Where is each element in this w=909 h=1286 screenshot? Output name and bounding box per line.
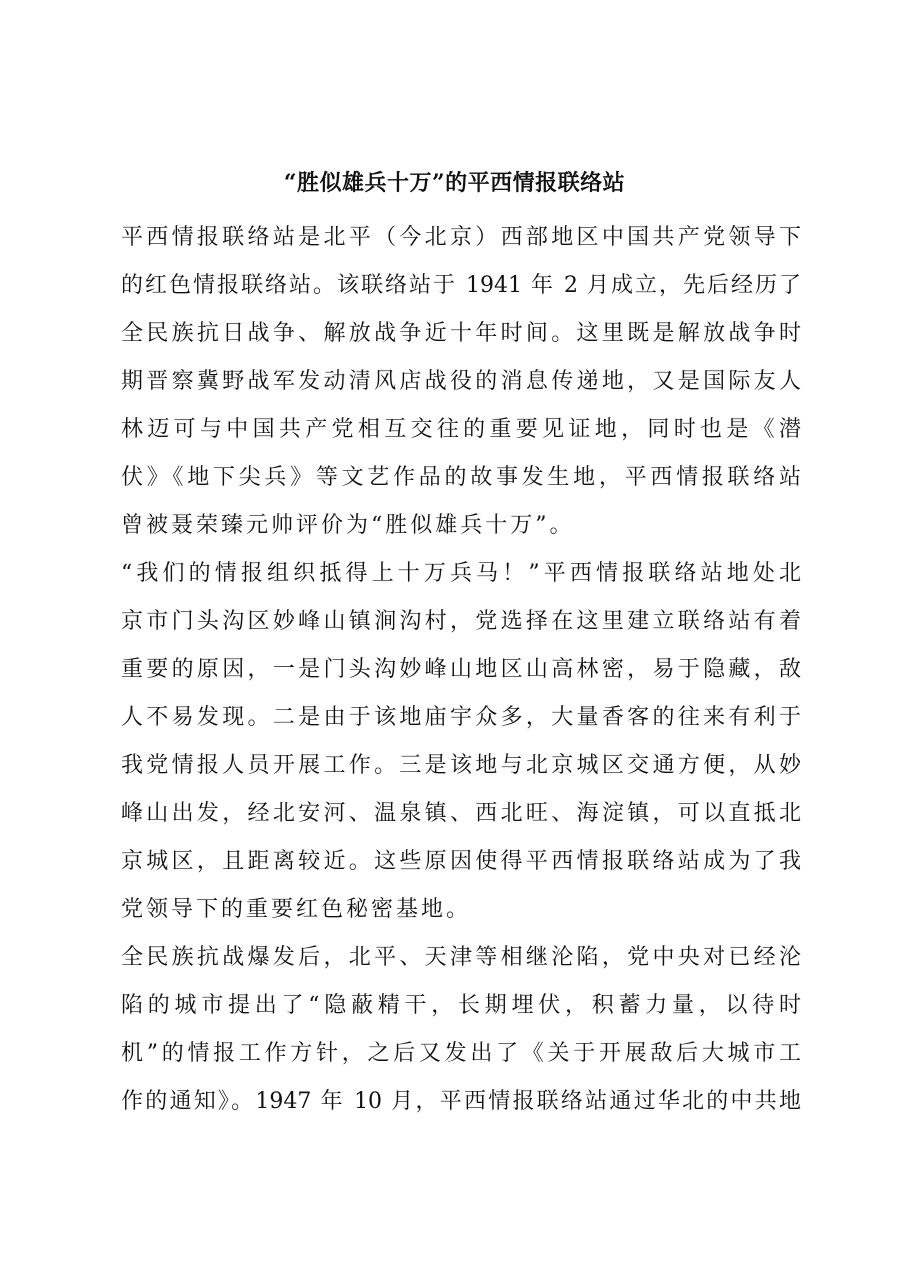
text-line: 平西情报联络站是北平（今北京）西部地区中国共产党领导下 — [121, 225, 801, 250]
text-line: 机”的情报工作方针，之后又发出了《关于开展敌后大城市工 — [121, 1041, 801, 1066]
text-line: 陷的城市提出了“隐蔽精干，长期埋伏，积蓄力量，以待时 — [121, 993, 801, 1018]
text-line: 伏》《地下尖兵》等文艺作品的故事发生地，平西情报联络站 — [121, 465, 801, 490]
text-line: 人不易发现。二是由于该地庙宇众多，大量香客的往来有利于 — [121, 705, 801, 730]
text-line: 全民族抗战爆发后，北平、天津等相继沦陷，党中央对已经沦 — [121, 945, 801, 970]
text-line: 全民族抗日战争、解放战争近十年时间。这里既是解放战争时 — [121, 321, 801, 346]
text-line: 曾被聂荣臻元帅评价为“胜似雄兵十万”。 — [121, 513, 575, 538]
text-line: “我们的情报组织抵得上十万兵马！”平西情报联络站地处北 — [121, 561, 801, 586]
text-line: 峰山出发，经北安河、温泉镇、西北旺、海淀镇，可以直抵北 — [121, 801, 801, 826]
text-line: 重要的原因，一是门头沟妙峰山地区山高林密，易于隐藏，敌 — [121, 657, 801, 682]
text-line: 作的通知》。1947 年 10 月，平西情报联络站通过华北的中共地 — [121, 1089, 801, 1114]
text-line: 林迈可与中国共产党相互交往的重要见证地，同时也是《潜 — [121, 417, 801, 442]
paragraph-3 — [121, 934, 801, 1126]
text-line: 期晋察冀野战军发动清风店战役的消息传递地，又是国际友人 — [121, 369, 801, 394]
text-line: 京城区，且距离较近。这些原因使得平西情报联络站成为了我 — [121, 849, 801, 874]
text-line: 的红色情报联络站。该联络站于 1941 年 2 月成立，先后经历了 — [121, 273, 801, 298]
text-line: 党领导下的重要红色秘密基地。 — [121, 897, 472, 922]
document-title: “胜似雄兵十万”的平西情报联络站 — [283, 170, 626, 196]
paragraph-2 — [121, 550, 801, 934]
text-line: 京市门头沟区妙峰山镇涧沟村，党选择在这里建立联络站有着 — [121, 609, 801, 634]
document-body — [121, 214, 801, 1126]
paragraph-1 — [121, 214, 801, 550]
text-line: 我党情报人员开展工作。三是该地与北京城区交通方便，从妙 — [121, 753, 801, 778]
